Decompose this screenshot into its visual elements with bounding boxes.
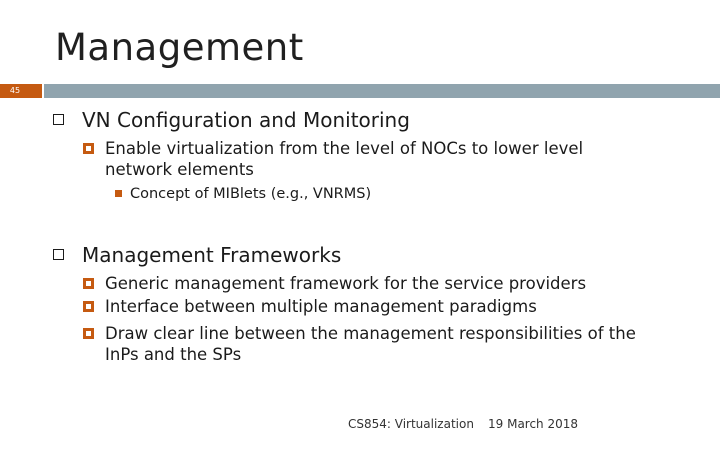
slide-number: 45 xyxy=(9,86,21,95)
section-heading-vn-configuration: VN Configuration and Monitoring xyxy=(82,108,410,132)
framed-square-bullet-icon xyxy=(83,278,94,289)
framed-square-bullet-icon xyxy=(83,143,94,154)
filled-square-bullet-icon xyxy=(115,190,122,197)
framed-square-bullet-icon xyxy=(83,301,94,312)
slide-title: Management xyxy=(55,26,304,69)
framed-square-bullet-icon xyxy=(83,328,94,339)
subpoint-miblets: Concept of MIBlets (e.g., VNRMS) xyxy=(130,186,372,202)
point-interface-paradigms: Interface between multiple management paradigms xyxy=(105,297,537,316)
footer-course: CS854: Virtualization xyxy=(348,417,474,431)
square-bullet-icon xyxy=(53,114,64,125)
point-enable-virtualization-line1: Enable virtualization from the level of NOCs to lower level xyxy=(105,139,584,158)
footer-date: 19 March 2018 xyxy=(488,417,579,431)
title-divider-bar xyxy=(44,84,720,98)
point-draw-clear-line-line1: Draw clear line between the management responsibilities of the xyxy=(105,324,636,343)
point-enable-virtualization-line2: network elements xyxy=(105,160,254,179)
point-generic-framework: Generic management framework for the service providers xyxy=(105,274,587,293)
square-bullet-icon xyxy=(53,249,64,260)
point-draw-clear-line-line2: InPs and the SPs xyxy=(105,345,242,364)
section-heading-management-frameworks: Management Frameworks xyxy=(82,243,342,267)
